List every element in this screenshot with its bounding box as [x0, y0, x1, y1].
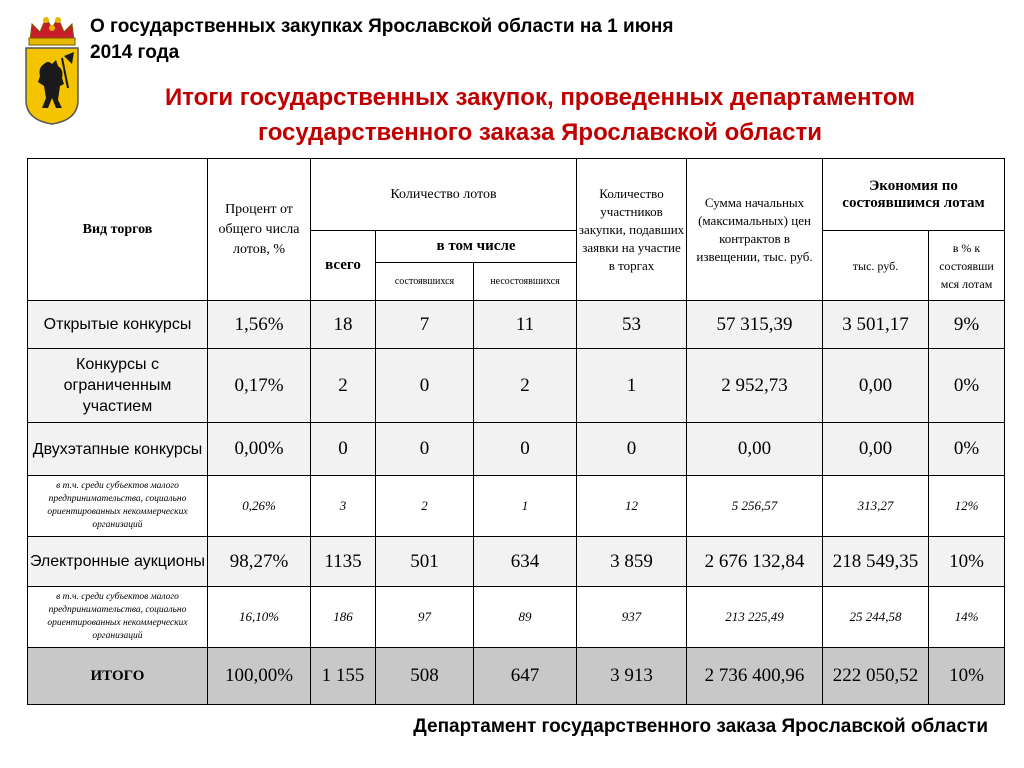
cell-sum: 213 225,49 [687, 587, 823, 648]
cell-sum: 0,00 [687, 423, 823, 476]
cell-participants: 3 913 [577, 648, 687, 705]
cell-percent: 98,27% [208, 537, 311, 587]
header-including: в том числе [376, 231, 577, 263]
cell-percent: 0,00% [208, 423, 311, 476]
cell-total: 186 [311, 587, 376, 648]
header-held: состоявшихся [376, 263, 474, 301]
footer-department: Департамент государственного заказа Ярославской области [413, 716, 988, 737]
cell-held: 2 [376, 476, 474, 537]
header-lots: Количество лотов [311, 159, 577, 231]
cell-held: 0 [376, 423, 474, 476]
cell-held: 501 [376, 537, 474, 587]
header-economy-percent: в % к состоявши мся лотам [929, 231, 1005, 301]
cell-not-held: 2 [474, 349, 577, 423]
header-economy-thousand: тыс. руб. [823, 231, 929, 301]
header-sum: Сумма начальных (максимальных) цен контрактов в извещении, тыс. руб. [687, 159, 823, 301]
cell-economy: 3 501,17 [823, 301, 929, 349]
total-row [28, 648, 1005, 705]
header-not-held: несостоявшихся [474, 263, 577, 301]
header-total: всего [311, 231, 376, 301]
cell-economy: 222 050,52 [823, 648, 929, 705]
cell-economy-pct: 12% [929, 476, 1005, 537]
header-row-1 [28, 159, 1005, 231]
cell-percent: 0,17% [208, 349, 311, 423]
cell-sum: 2 676 132,84 [687, 537, 823, 587]
cell-economy: 0,00 [823, 423, 929, 476]
cell-economy: 0,00 [823, 349, 929, 423]
cell-economy-pct: 10% [929, 648, 1005, 705]
cell-sum: 57 315,39 [687, 301, 823, 349]
cell-not-held: 11 [474, 301, 577, 349]
cell-not-held: 89 [474, 587, 577, 648]
cell-held: 0 [376, 349, 474, 423]
row-name: в т.ч. среди субъектов малого предпринимательства, социально ориентированных некоммерческих организаций [28, 587, 208, 648]
slide-title: Итоги государственных закупок, проведенных департаментом государственного заказа Ярославской области [164, 84, 916, 146]
cell-held: 508 [376, 648, 474, 705]
cell-economy-pct: 0% [929, 423, 1005, 476]
table-row [28, 476, 1005, 537]
row-name: Электронные аукционы [28, 537, 208, 587]
cell-not-held: 634 [474, 537, 577, 587]
table-row [28, 537, 1005, 587]
row-name: Двухэтапные конкурсы [28, 423, 208, 476]
cell-economy-pct: 0% [929, 349, 1005, 423]
cell-held: 7 [376, 301, 474, 349]
header-kind: Вид торгов [28, 159, 208, 301]
cell-held: 97 [376, 587, 474, 648]
cell-participants: 0 [577, 423, 687, 476]
cell-participants: 1 [577, 349, 687, 423]
cell-total: 3 [311, 476, 376, 537]
header-percent: Процент от общего числа лотов, % [208, 159, 311, 301]
table-row [28, 349, 1005, 423]
row-name: Открытые конкурсы [28, 301, 208, 349]
cell-economy-pct: 10% [929, 537, 1005, 587]
cell-economy-pct: 9% [929, 301, 1005, 349]
cell-percent: 0,26% [208, 476, 311, 537]
cell-sum: 2 952,73 [687, 349, 823, 423]
procurement-table [27, 158, 1005, 705]
cell-not-held: 647 [474, 648, 577, 705]
slide-subtitle: О государственных закупках Ярославской области на 1 июня 2014 года [90, 16, 674, 63]
table-row [28, 301, 1005, 349]
cell-not-held: 1 [474, 476, 577, 537]
cell-economy-pct: 14% [929, 587, 1005, 648]
cell-participants: 3 859 [577, 537, 687, 587]
cell-sum: 2 736 400,96 [687, 648, 823, 705]
cell-total: 18 [311, 301, 376, 349]
cell-sum: 5 256,57 [687, 476, 823, 537]
table-row [28, 423, 1005, 476]
cell-total: 1135 [311, 537, 376, 587]
cell-economy: 313,27 [823, 476, 929, 537]
cell-participants: 12 [577, 476, 687, 537]
cell-total: 2 [311, 349, 376, 423]
header-participants: Количество участников закупки, подавших заявки на участие в торгах [577, 159, 687, 301]
cell-total: 1 155 [311, 648, 376, 705]
cell-total: 0 [311, 423, 376, 476]
row-name: в т.ч. среди субъектов малого предпринимательства, социально ориентированных некоммерческих организаций [28, 476, 208, 537]
cell-participants: 937 [577, 587, 687, 648]
cell-not-held: 0 [474, 423, 577, 476]
header-economy: Экономия по состоявшимся лотам [823, 159, 1005, 231]
cell-percent: 16,10% [208, 587, 311, 648]
cell-percent: 100,00% [208, 648, 311, 705]
cell-percent: 1,56% [208, 301, 311, 349]
cell-economy: 218 549,35 [823, 537, 929, 587]
cell-economy: 25 244,58 [823, 587, 929, 648]
cell-participants: 53 [577, 301, 687, 349]
row-name: ИТОГО [28, 648, 208, 705]
table-row [28, 587, 1005, 648]
row-name: Конкурсы с ограниченным участием [28, 349, 208, 423]
